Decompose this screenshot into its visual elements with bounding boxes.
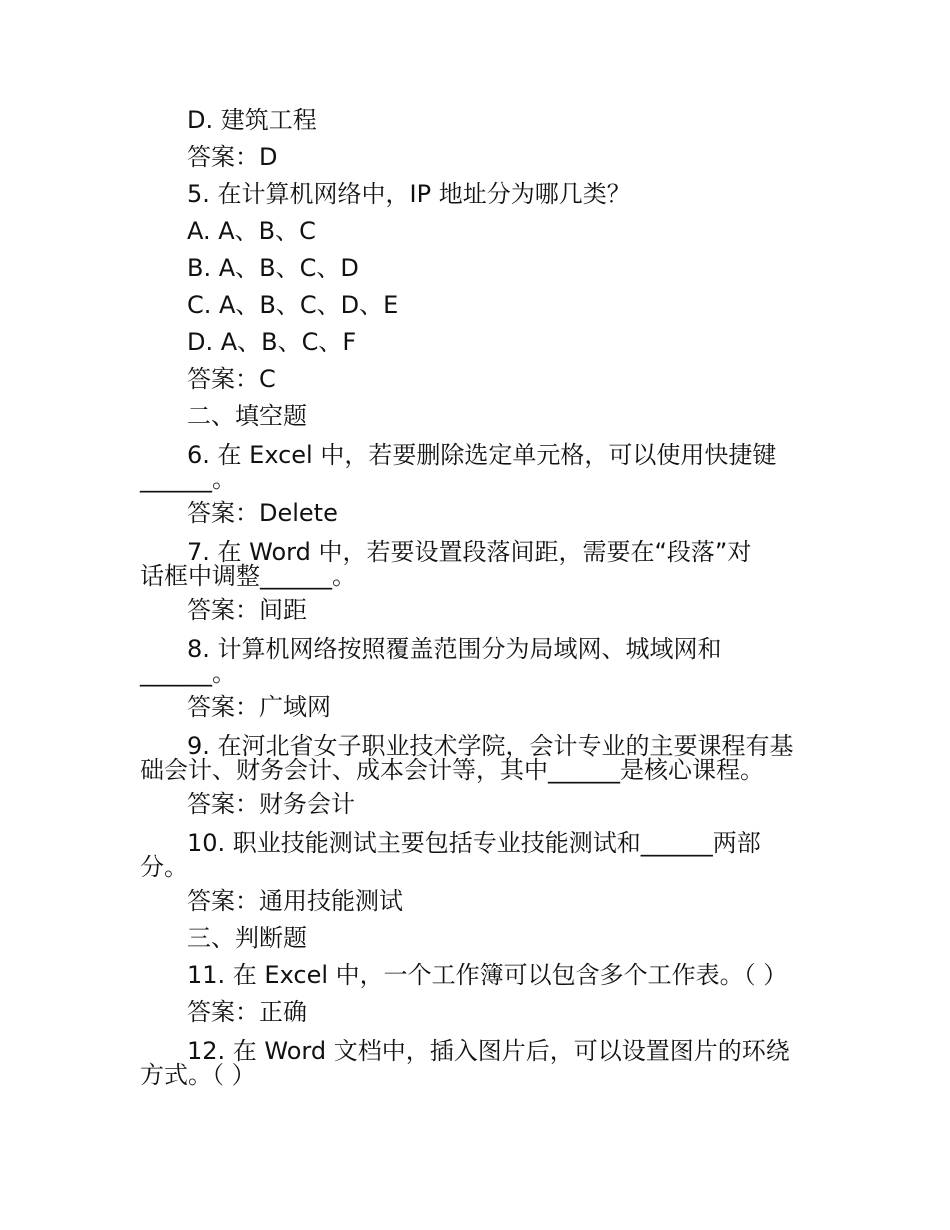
answer: 答案：C [187, 365, 276, 393]
answer: 答案：间距 [187, 596, 307, 624]
section-heading-true-false: 三、判断题 [187, 924, 307, 952]
question-11: 11. 在 Excel 中，一个工作簿可以包含多个工作表。（ ） [187, 961, 788, 989]
answer: 答案：通用技能测试 [187, 887, 403, 915]
question-7: 7. 在 Word 中，若要设置段落间距，需要在“段落”对 [187, 538, 752, 566]
answer: 答案：广域网 [187, 693, 331, 721]
answer: 答案：正确 [187, 998, 307, 1026]
question-10: 10. 职业技能测试主要包括专业技能测试和______两部 [187, 829, 761, 857]
option-d: D. 建筑工程 [187, 106, 317, 134]
section-heading-fill-blank: 二、填空题 [187, 402, 307, 430]
question-7-continued: 话框中调整______。 [140, 562, 356, 590]
question-9: 9. 在河北省女子职业技术学院，会计专业的主要课程有基 [187, 732, 794, 760]
answer: 答案：D [187, 143, 278, 171]
question-8-continued: ______。 [140, 659, 236, 687]
option-c: C. A、B、C、D、E [187, 291, 399, 319]
question-9-continued: 础会计、财务会计、成本会计等，其中______是核心课程。 [140, 756, 764, 784]
question-8: 8. 计算机网络按照覆盖范围分为局域网、城域网和 [187, 635, 722, 663]
question-10-continued: 分。 [140, 853, 188, 881]
option-d: D. A、B、C、F [187, 328, 357, 356]
question-6: 6. 在 Excel 中，若要删除选定单元格，可以使用快捷键 [187, 441, 777, 469]
answer: 答案：财务会计 [187, 790, 355, 818]
question-6-continued: ______。 [140, 465, 236, 493]
question-12: 12. 在 Word 文档中，插入图片后，可以设置图片的环绕 [187, 1037, 790, 1065]
option-b: B. A、B、C、D [187, 254, 359, 282]
question-5: 5. 在计算机网络中，IP 地址分为哪几类？ [187, 180, 631, 208]
question-12-continued: 方式。（ ） [140, 1061, 256, 1089]
answer: 答案：Delete [187, 499, 338, 527]
option-a: A. A、B、C [187, 217, 316, 245]
